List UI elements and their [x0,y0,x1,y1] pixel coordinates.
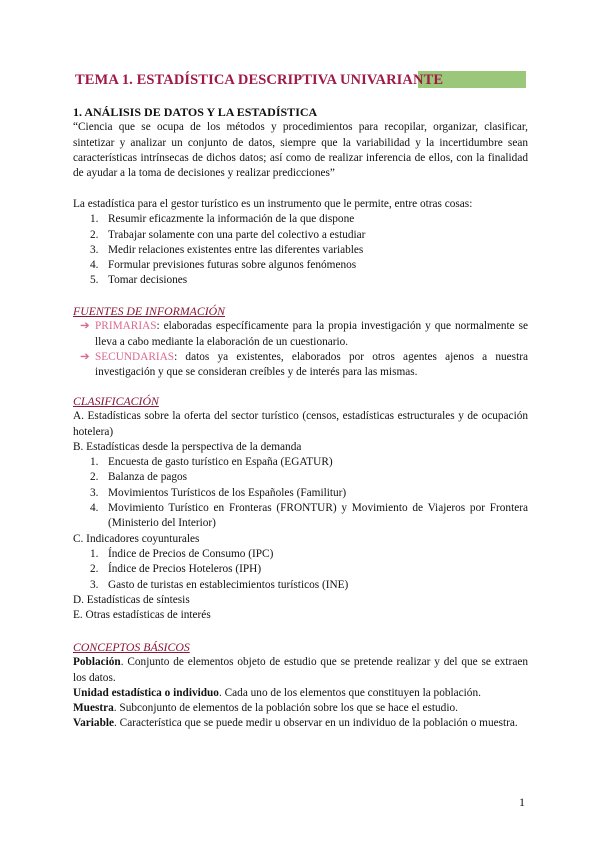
clasificacion-c: C. Indicadores coyunturales [73,532,200,545]
list-item: 3. Movimientos Turísticos de los Españoles (Familitur) [90,486,347,499]
list-item: 2. Balanza de pagos [90,471,188,484]
definition-quote: “Ciencia que se ocupa de los métodos y procedimientos para recopilar, organizar, clasificar, sintetizar y analizar un conjunto de datos, siempre que la variabilidad y la incertidumbre sean características intrínsecas de dichos datos; así como de realizar inferencia de ellos, con la finalidad de ayudar a la toma de decisiones y realizar predicciones” [73,121,528,180]
page-number: 1 [519,795,525,809]
page-title: TEMA 1. ESTADÍSTICA DESCRIPTIVA UNIVARIANTE [75,72,444,88]
concept-muestra: Muestra. Subconjunto de elementos de la población sobre los que se hace el estudio. [73,702,458,715]
arrow-icon: ➔ [80,320,90,333]
uses-list [73,212,528,288]
section1-intro-block [73,197,528,289]
fuentes-heading: FUENTES DE INFORMACIÓN [73,304,226,318]
section1 [73,105,528,181]
clasificacion-d: D. Estadísticas de síntesis [73,593,190,606]
clasificacion-e: E. Otras estadísticas de interés [73,609,211,622]
arrow-icon: ➔ [80,350,90,363]
concept-variable: Variable. Característica que se puede medir u observar en un individuo de la población o muestra. [73,717,518,730]
list-item: 3. Gasto de turistas en establecimientos turísticos (INE) [90,578,349,591]
section1-heading: 1. ANÁLISIS DE DATOS Y LA ESTADÍSTICA [73,105,318,119]
clasificacion-heading: CLASIFICACIÓN [73,394,159,408]
list-item: 4. Formular previsiones futuras sobre algunos fenómenos [90,259,357,272]
list-item: ➔ SECUNDARIAS: datos ya existentes, elaborados por otros agentes ajenos a nuestra investigación y que se consideran creíbles y de interés para las mismas. [80,350,528,379]
secundarias-label: SECUNDARIAS [95,350,175,363]
list-item: 1. Resumir eficazmente la información de la que dispone [90,213,355,226]
conceptos-heading: CONCEPTOS BÁSICOS [73,640,190,654]
clasificacion-b: B. Estadísticas desde la perspectiva de la demanda [73,440,302,453]
list-item: 1. Encuesta de gasto turístico en España (EGATUR) [90,456,333,469]
list-item: 2. Trabajar solamente con una parte del colectivo a estudiar [90,228,366,241]
title-bar [73,71,526,89]
primarias-label: PRIMARIAS [95,320,157,333]
list-item: 3. Medir relaciones existentes entre las diferentes variables [90,243,364,256]
list-item: ➔ PRIMARIAS: elaboradas específicamente para la propia investigación y que normalmente se lleva a cabo mediante la elaboración de un cuestionario. [80,320,528,348]
list-item: 5. Tomar decisiones [90,274,188,287]
list-item: 2. Índice de Precios Hoteleros (IPH) [90,563,262,576]
fuentes-section [73,304,528,380]
clasificacion-section [73,394,528,623]
intro-text: La estadística para el gestor turístico es un instrumento que le permite, entre otras cosas: [73,198,473,210]
clasificacion-a: A. Estadísticas sobre la oferta del sector turístico (censos, estadísticas estructurales y de ocupación hotelera) [73,410,528,438]
conceptos-section [73,640,528,732]
concept-unidad: Unidad estadística o individuo. Cada uno de los elementos que constituyen la población. [73,686,481,699]
coyunturales-list [73,547,528,593]
list-item: 4. Movimiento Turístico en Fronteras (FRONTUR) y Movimiento de Viajeros por Frontera (Ministerio del Interior) [90,502,528,530]
concept-poblacion: Población. Conjunto de elementos objeto de estudio que se pretende realizar y del que se extraen los datos. [73,656,528,684]
demanda-list [73,455,528,531]
list-item: 1. Índice de Precios de Consumo (IPC) [90,547,274,560]
